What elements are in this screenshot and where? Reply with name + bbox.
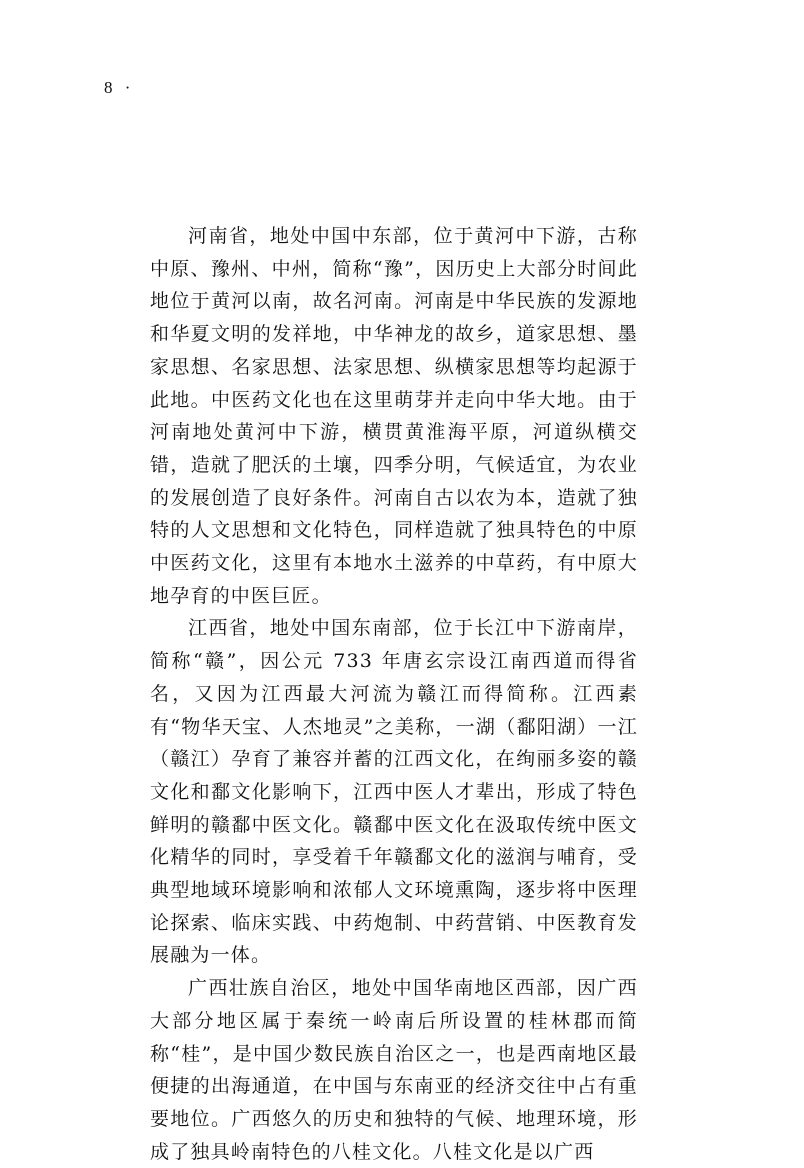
paragraph-jiangxi: 江西省，地处中国东南部，位于长江中下游南岸，简称“赣”，因公元 733 年唐玄宗设江南西道而得省名，又因为江西最大河流为赣江而得简称。江西素有“物华天宝、人杰地灵”之美称，一湖（鄱阳湖）一江（赣江）孕育了兼容并蓄的江西文化，在绚丽多姿的赣文化和鄱文化影响下，江西中医人才辈出，形成了特色鲜明的赣鄱中医文化。赣鄱中医文化在汲取传统中医文化精华的同时，享受着千年赣鄱文化的滋润与哺育，受典型地域环境影响和浓郁人文环境熏陶，逐步将中医理论探索、临床实践、中药炮制、中药营销、中医教育发展融为一体。 bbox=[150, 617, 638, 967]
body-text bbox=[150, 220, 638, 1168]
page-number: 8 · bbox=[104, 78, 135, 97]
paragraph-guangxi: 广西壮族自治区，地处中国华南地区西部，因广西大部分地区属于秦统一岭南后所设置的桂林郡而简称“桂”，是中国少数民族自治区之一，也是西南地区最便捷的出海通道，在中国与东南亚的经济交往中占有重要地位。广西悠久的历史和独特的气候、地理环境，形成了独具岭南特色的八桂文化。八桂文化是以广西 bbox=[150, 977, 638, 1163]
paragraph-henan: 河南省，地处中国中东部，位于黄河中下游，古称中原、豫州、中州，简称“豫”，因历史上大部分时间此地位于黄河以南，故名河南。河南是中华民族的发源地和华夏文明的发祥地，中华神龙的故乡，道家思想、墨家思想、名家思想、法家思想、纵横家思想等均起源于此地。中医药文化也在这里萌芽并走向中华大地。由于河南地处黄河中下游，横贯黄淮海平原，河道纵横交错，造就了肥沃的土壤，四季分明，气候适宜，为农业的发展创造了良好条件。河南自古以农为本，造就了独特的人文思想和文化特色，同样造就了独具特色的中原中医药文化，这里有本地水土滋养的中草药，有中原大地孕育的中医巨匠。 bbox=[150, 225, 638, 607]
